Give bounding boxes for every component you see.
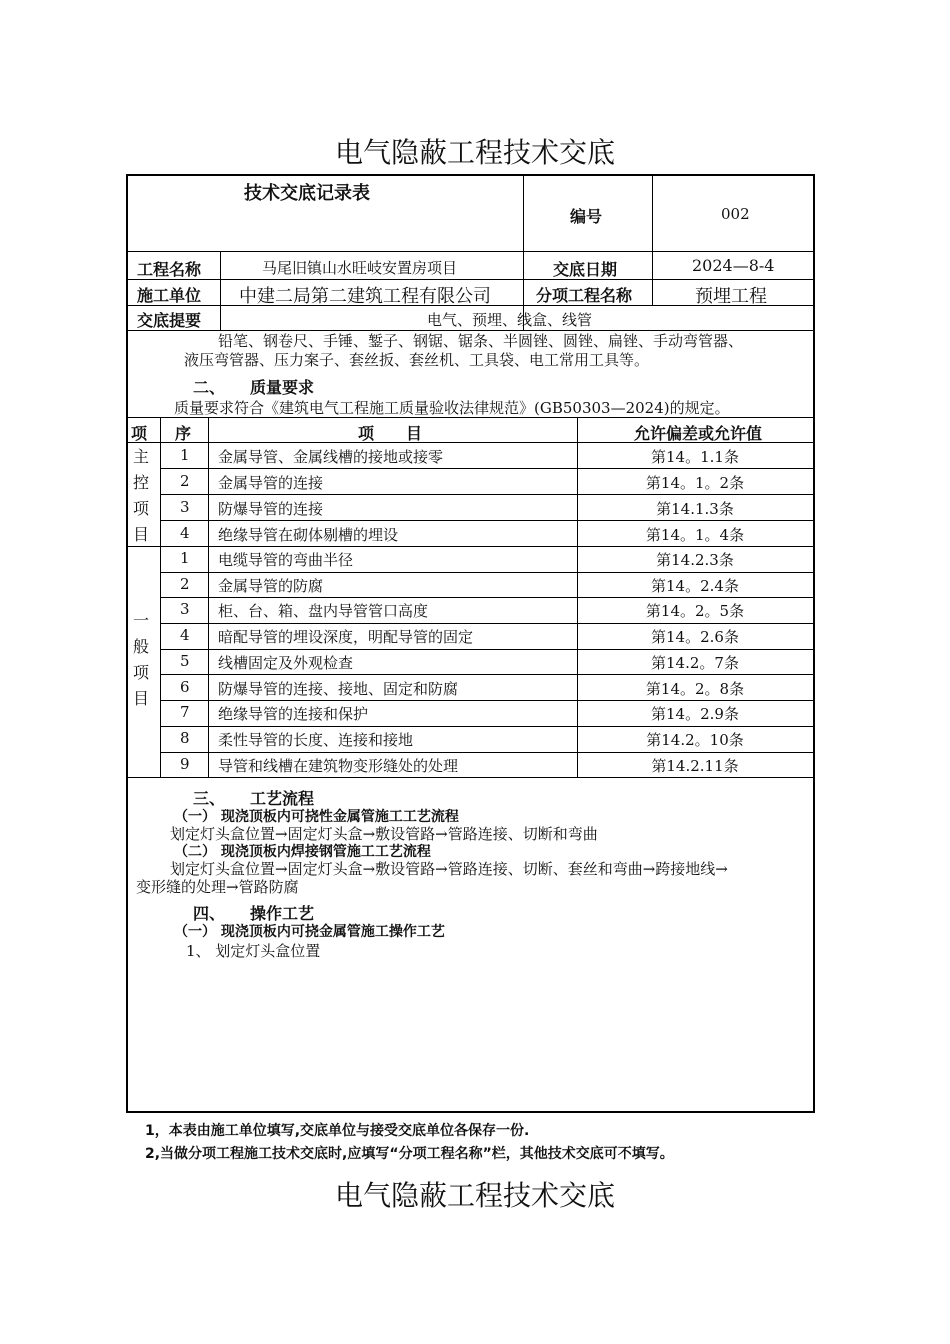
operation-step-1: 1、 划定灯头盒位置: [186, 942, 321, 960]
number-value: 002: [721, 205, 750, 223]
quality-heading-num: 二、: [193, 378, 226, 397]
project-name-value: 马尾旧镇山水旺岐安置房项目: [262, 259, 458, 277]
quality-text: 质量要求符合《建筑电气工程施工质量验收法律规范》(GB50303—2024)的规定。: [174, 399, 730, 417]
table-row-value: 第14.2.3条: [656, 551, 734, 569]
table-row-name: 金属导管的连接: [218, 474, 324, 492]
table-row-seq: 4: [180, 626, 190, 644]
table-row-name: 金属导管、金属线槽的接地或接零: [218, 448, 444, 466]
table-row-name: 绝缘导管的连接和保护: [218, 705, 369, 723]
summary-value: 电气、预埋、线盒、线管: [427, 311, 593, 329]
col-seq: 序: [175, 424, 192, 443]
table-row-value: 第14。2.4条: [651, 577, 739, 595]
table-row-seq: 1: [180, 549, 190, 567]
main-control-label: 主 控 项 目: [132, 447, 149, 544]
table-row-seq: 4: [180, 524, 190, 542]
table-row-seq: 2: [180, 575, 190, 593]
process-sub-1-text: 划定灯头盒位置→固定灯头盒→敷设管路→管路连接、切断和弯曲: [170, 825, 598, 843]
record-title: 技术交底记录表: [244, 183, 370, 204]
table-row-value: 第14。1.1条: [651, 448, 739, 466]
table-row-name: 防爆导管的连接: [218, 500, 324, 518]
process-heading: 工艺流程: [250, 789, 315, 808]
number-label: 编号: [570, 207, 603, 226]
table-row-name: 导管和线槽在建筑物变形缝处的处理: [218, 757, 459, 775]
table-row-value: 第14。2。8条: [645, 680, 745, 698]
table-row-name: 金属导管的防腐: [218, 577, 324, 595]
general-label: 一 般 项 目: [132, 611, 149, 708]
table-row-value: 第14。1。2条: [645, 474, 745, 492]
col-name: 项 目: [358, 424, 423, 443]
table-row-value: 第14。2.9条: [651, 705, 739, 723]
summary-label: 交底提要: [137, 311, 202, 330]
table-row-seq: 3: [180, 600, 190, 618]
table-row-value: 第14.2。10条: [646, 731, 744, 749]
table-row-value: 第14.2.11条: [651, 757, 739, 775]
note-1: 1，本表由施工单位填写,交底单位与接受交底单位各保存一份.: [145, 1123, 530, 1139]
table-row-name: 柜、台、箱、盘内导管管口高度: [218, 602, 429, 620]
operation-heading-num: 四、: [193, 904, 226, 923]
table-row-name: 线槽固定及外观检查: [218, 654, 354, 672]
table-row-value: 第14。2.6条: [651, 628, 739, 646]
table-row-name: 电缆导管的弯曲半径: [218, 551, 354, 569]
unit-label: 施工单位: [137, 286, 202, 305]
date-label: 交底日期: [553, 260, 618, 279]
page-title: 电气隐蔽工程技术交底: [334, 136, 615, 169]
table-row-name: 柔性导管的长度、连接和接地: [218, 731, 414, 749]
quality-heading: 质量要求: [250, 378, 315, 397]
note-2: 2,当做分项工程施工技术交底时,应填写“分项工程名称”栏，其他技术交底可不填写。: [145, 1146, 674, 1162]
table-row-name: 防爆导管的连接、接地、固定和防腐: [218, 680, 459, 698]
unit-value: 中建二局第二建筑工程有限公司: [239, 286, 491, 307]
subproject-value: 预埋工程: [695, 286, 767, 307]
table-row-value: 第14。1。4条: [645, 526, 745, 544]
process-sub-2-text-1: 划定灯头盒位置→固定灯头盒→敷设管路→管路连接、切断、套丝和弯曲→跨接地线→: [170, 860, 728, 878]
table-row-seq: 6: [180, 678, 190, 696]
project-name-label: 工程名称: [137, 260, 202, 279]
table-row-seq: 8: [180, 729, 190, 747]
date-value: 2024—8-4: [692, 256, 775, 275]
table-row-seq: 3: [180, 498, 190, 516]
process-sub-2-text-2: 变形缝的处理→管路防腐: [136, 878, 299, 896]
table-row-name: 暗配导管的埋设深度，明配导管的固定: [218, 628, 474, 646]
table-row-seq: 7: [180, 703, 190, 721]
operation-heading: 操作工艺: [250, 904, 315, 923]
col-item: 项: [131, 424, 148, 443]
page-title-repeat: 电气隐蔽工程技术交底: [334, 1179, 615, 1212]
table-row-seq: 9: [180, 755, 190, 773]
process-heading-num: 三、: [193, 789, 226, 808]
table-row-value: 第14.2。7条: [651, 654, 739, 672]
table-row-value: 第14.1.3条: [656, 500, 734, 518]
table-row-name: 绝缘导管在砌体剔槽的埋设: [218, 526, 399, 544]
tools-line-2: 液压弯管器、压力案子、套丝扳、套丝机、工具袋、电工常用工具等。: [184, 351, 650, 369]
tools-line-1: 铅笔、钢卷尺、手锤、錾子、钢锯、锯条、半圆锉、圆锉、扁锉、手动弯管器、: [218, 332, 744, 350]
table-row-seq: 1: [180, 446, 190, 464]
table-row-value: 第14。2。5条: [645, 602, 745, 620]
subproject-label: 分项工程名称: [536, 286, 633, 305]
table-row-seq: 2: [180, 472, 190, 490]
operation-sub-1: （一） 现浇顶板内可挠金属管施工操作工艺: [174, 924, 445, 940]
process-sub-2: （二） 现浇顶板内焊接钢管施工工艺流程: [174, 844, 431, 860]
col-value: 允许偏差或允许值: [634, 424, 763, 443]
table-row-seq: 5: [180, 652, 190, 670]
process-sub-1: （一） 现浇顶板内可挠性金属管施工工艺流程: [174, 809, 459, 825]
